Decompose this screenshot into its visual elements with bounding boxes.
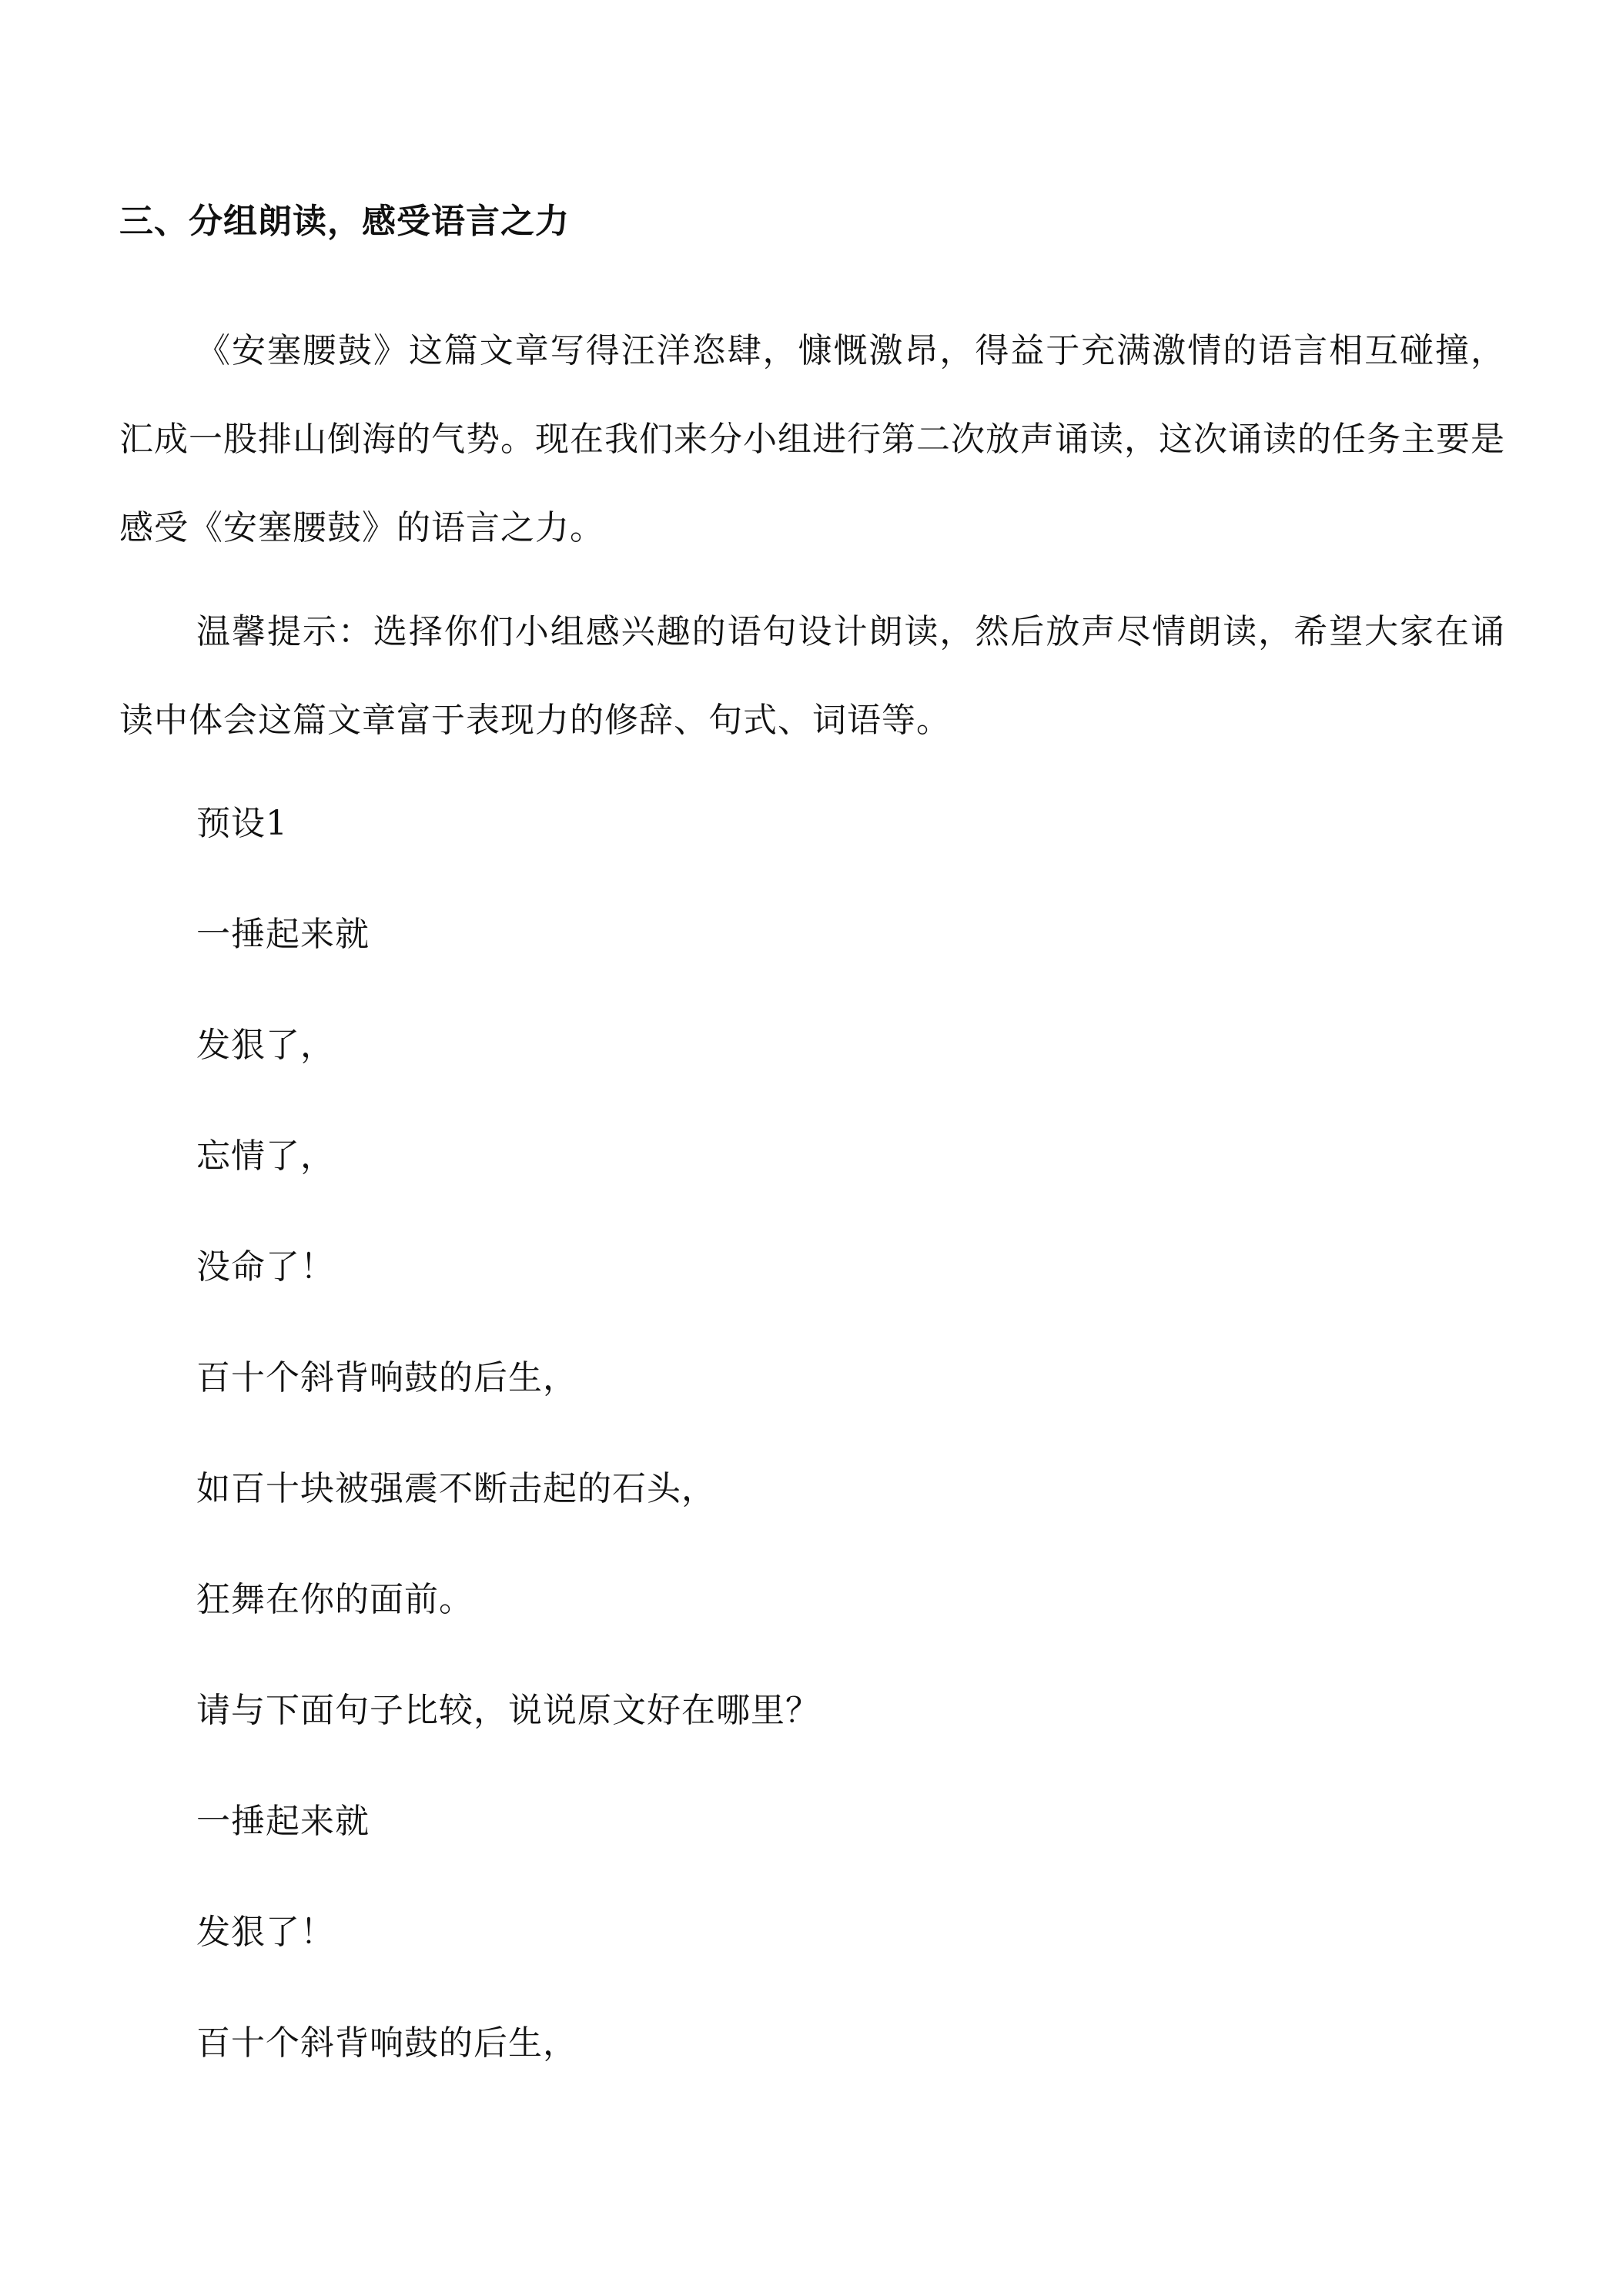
text-line: 百十个斜背响鼓的后生， <box>196 1358 577 1397</box>
section-heading: 三、分组朗读，感受语言之力 <box>119 202 570 241</box>
text-line: 预设1 <box>196 804 288 843</box>
text-line: 狂舞在你的面前。 <box>196 1580 474 1619</box>
text-line: 一捶起来就 <box>196 915 370 954</box>
tip-paragraph: 温馨提示：选择你们小组感兴趣的语句设计朗读，然后放声尽情朗读，希望大家在诵读中体会这篇文章富于表现力的修辞、句式、词语等。 <box>119 612 1505 740</box>
text-line: 发狠了！ <box>196 1913 335 1952</box>
text-line: 如百十块被强震不断击起的石头， <box>196 1469 716 1508</box>
text-line: 忘情了， <box>196 1136 335 1176</box>
text-line: 百十个斜背响鼓的后生， <box>196 2023 577 2063</box>
text-line: 请与下面句子比较，说说原文好在哪里？ <box>196 1691 820 1730</box>
text-line: 一捶起来就 <box>196 1802 370 1841</box>
intro-paragraph: 《安塞腰鼓》这篇文章写得汪洋恣肆，慷慨激昂，得益于充满激情的语言相互碰撞，汇成一股排山倒海的气势。现在我们来分小组进行第二次放声诵读，这次诵读的任务主要是感受《安塞腰鼓》的语言之力。 <box>119 331 1505 547</box>
text-line: 没命了！ <box>196 1247 335 1287</box>
text-line: 发狠了， <box>196 1026 335 1065</box>
